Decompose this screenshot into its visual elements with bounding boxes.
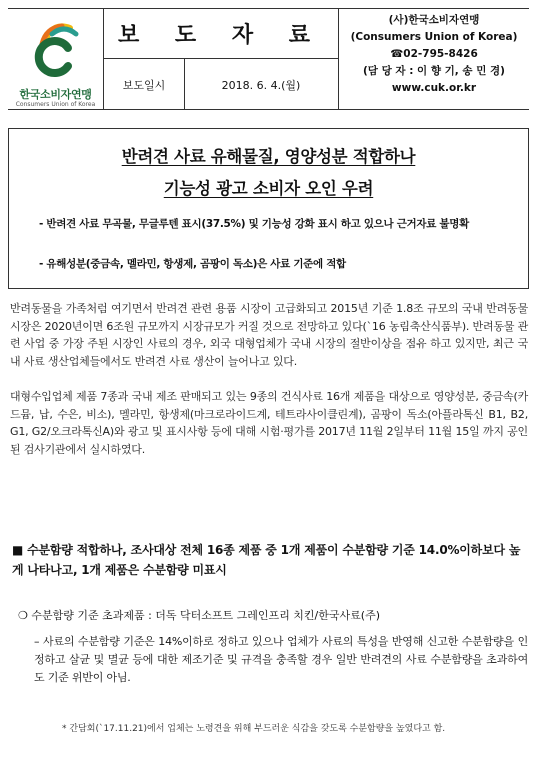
phone: ☎02-795-8426 (390, 48, 478, 60)
footnote: * 간담회(`17.11.21)에서 업체는 노령견을 위해 부드러운 식감을 갖도록 수분함량을 높였다고 함. (62, 724, 446, 734)
item-moisture-standard: – 사료의 수분함량 기준은 14%이하로 정하고 있으나 업체가 사료의 특성을 반영해 신고한 수분함량을 인정하고 살균 및 멸균 등에 대한 제조기준 및 규격을 충족할 경우 일반 반려견의 사료 수분함량을 초과하여도 기준 위반이 아님. (34, 635, 528, 684)
headline-line-1: 반려견 사료 유해물질, 영양성분 적합하나 (121, 147, 416, 166)
headline-line-2: 기능성 광고 소비자 오인 우려 (163, 179, 374, 198)
doc-type-title: 보 도 자 료 (118, 22, 324, 48)
release-date-label: 보도일시 (122, 78, 166, 92)
org-name-en: (Consumers Union of Korea) (350, 31, 518, 43)
logo-name: 한국소비자연맹 (19, 88, 92, 101)
org-info (339, 12, 529, 97)
logo (8, 8, 103, 110)
logo-mark-icon (8, 8, 103, 84)
body-paragraph-1: 반려동물을 가족처럼 여기면서 반려견 관련 용품 시장이 고급화되고 2015년 기준 1.8조 규모의 국내 반려동물 시장은 2020년이면 6조원 규모까지 시장규모가 커질 것으로 전망하고 있다(`16 농림축산식품부). 반려동물 관련 사업 중 가장 주된 시장인 사료의 경우, 외국 대형업체가 국내 시장의 절반이상을 점유 하고 있지만, 최근 국내 사료 생산업체들에서도 반려견 사료 생산이 늘어나고 있다. (10, 302, 528, 368)
headline-sub-2: - 유해성분(중금속, 멜라민, 항생제, 곰팡이 독소)은 사료 기준에 적합 (39, 258, 346, 270)
headline-sub-1: - 반려견 사료 무곡물, 무글루텐 표시(37.5%) 및 기능성 강화 표시 하고 있으나 근거자료 불명확 (39, 218, 469, 230)
bullet-moisture: ■ 수분함량 적합하나, 조사대상 전체 16종 제품 중 1개 제품이 수분함량 기준 14.0%이하보다 높게 나타나고, 1개 제품은 수분함량 미표시 (12, 543, 521, 577)
body-paragraph-2: 대형수입업체 제품 7종과 국내 제조 판매되고 있는 9종의 건식사료 16개 제품을 대상으로 영양성분, 중금속(카드뮴, 납, 수은, 비소), 멜라민, 항생제(마크로라이드계, 테트라사이클린계), 곰팡이 독소(아플라톡신 B1, B2, G1, G2/오크라톡신A)와 광고 및 표시사항 등에 대해 시험·평가를 2017년 11월 2일부터 11월 15일 까지 공인된 검사기관에서 실시하였다. (10, 390, 528, 456)
contact: (담 당 자 : 이 향 기, 송 민 경) (363, 65, 505, 77)
item-moisture-exceed: ❍ 수분함량 기준 초과제품 : 더독 닥터소프트 그레인프리 치킨/한국사료(주) (18, 609, 380, 622)
website: www.cuk.or.kr (391, 82, 477, 94)
logo-name-en: Consumers Union of Korea (15, 101, 96, 108)
release-date-value: 2018. 6. 4.(월) (221, 78, 301, 92)
headline-box (8, 128, 529, 289)
org-name: (사)한국소비자연맹 (388, 14, 480, 26)
